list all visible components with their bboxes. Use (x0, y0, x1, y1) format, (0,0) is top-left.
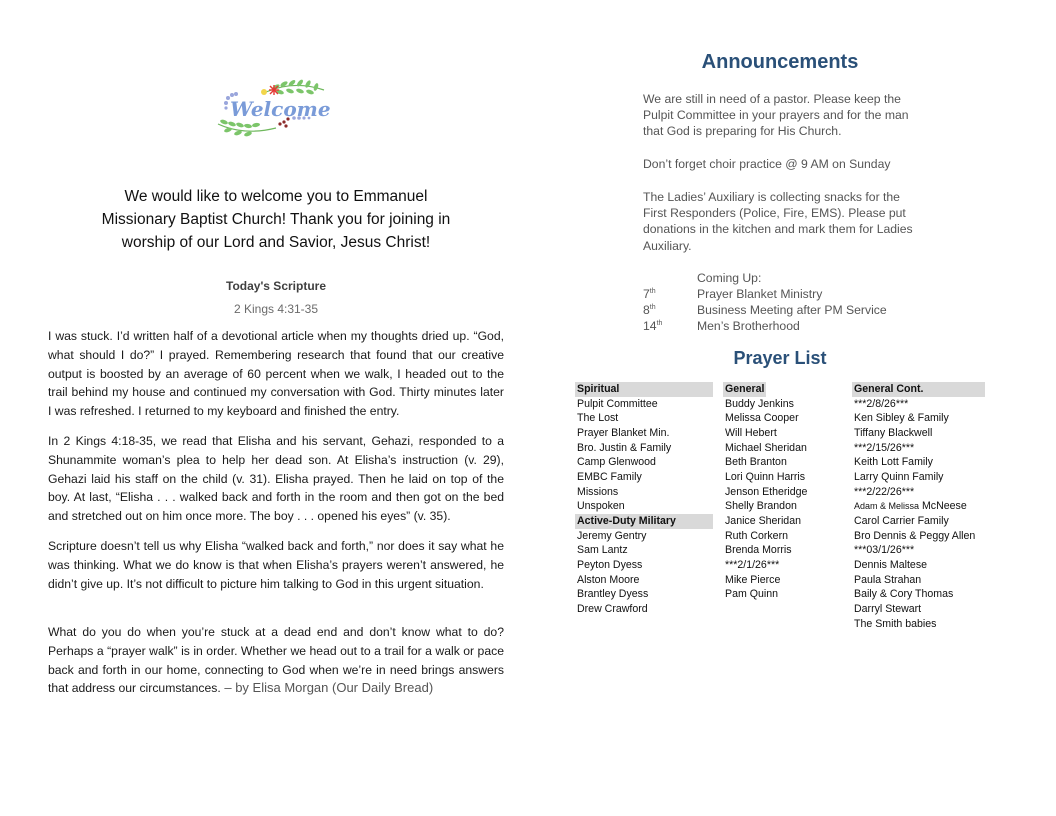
prayer-item: Prayer Blanket Min. (577, 426, 670, 439)
devotional-paragraph-last (48, 623, 504, 698)
scripture-reference: 2 Kings 4:31-35 (233, 302, 319, 316)
prayer-item: The Lost (577, 412, 619, 425)
prayer-item: Buddy Jenkins (725, 397, 794, 410)
event-name: Men’s Brotherhood (697, 319, 800, 333)
prayer-item: Camp Glenwood (577, 456, 656, 469)
welcome-message: We would like to welcome you to Emmanuel Missionary Baptist Church! Thank you for joining in worship of our Lord and Savior, Jesus Christ! (101, 188, 451, 251)
prayer-item: Peyton Dyess (577, 558, 643, 571)
prayer-column-header: General Cont. (852, 382, 985, 397)
prayer-item: Lori Quinn Harris (725, 470, 806, 483)
prayer-item: Bro Dennis & Peggy Allen (854, 529, 976, 542)
prayer-column-general (723, 382, 848, 602)
prayer-column-spiritual (575, 382, 713, 617)
prayer-item: Pulpit Committee (577, 397, 658, 410)
prayer-item: Sam Lantz (577, 544, 628, 557)
prayer-item: Alston Moore (577, 573, 640, 586)
event-date (643, 303, 697, 317)
prayer-item: Brantley Dyess (577, 588, 649, 601)
prayer-item: Beth Branton (725, 456, 787, 469)
prayer-item: Keith Lott Family (854, 456, 933, 469)
announcements-title: Announcements (701, 51, 859, 73)
prayer-item: Carol Carrier Family (854, 514, 949, 527)
prayer-item: Larry Quinn Family (854, 470, 944, 483)
prayer-item: Drew Crawford (577, 602, 648, 615)
event-day-suffix: th (649, 287, 656, 295)
prayer-item: Will Hebert (725, 426, 777, 439)
devotional-byline: – by Elisa Morgan (Our Daily Bread) (220, 680, 434, 696)
welcome-logo-graphic (214, 78, 330, 140)
announcement-item: Don’t forget choir practice @ 9 AM on Sunday (643, 157, 891, 171)
devotional-paragraph: In 2 Kings 4:18-35, we read that Elisha and his servant, Gehazi, responded to a Shunammite woman’s plea to help her dead son. At Elisha’s instruction (v. 29), Gehazi laid his staff on the child (v. 31). Elisha prayed. Then he laid on top of the boy. At last, “Elisha . . . walked back and forth in the room and then got on the bed and stretched out on him once more. The boy . . . opened his eyes” (v. 35). (48, 434, 504, 524)
prayer-item: Michael Sheridan (725, 441, 807, 454)
devotional-paragraph: Scripture doesn’t tell us why Elisha “walked back and forth,” nor does it say what he was thinking. What we do know is that when Elisha’s prayers weren’t answered, he didn’t give up. It’s not difficult to picture him talking to God in this urgent situation. (48, 539, 504, 591)
prayer-item: Melissa Cooper (725, 412, 799, 425)
coming-up-label: Coming Up: (697, 271, 762, 285)
event-item (643, 319, 800, 335)
announcement-item: We are still in need of a pastor. Please keep the Pulpit Committee in your prayers and for the man that God is preparing for His Church. (643, 92, 909, 139)
prayer-item: The Smith babies (854, 617, 937, 630)
prayer-item-part: Adam & Melissa (854, 501, 920, 512)
prayer-column-header: Spiritual (575, 382, 713, 397)
prayer-item: Jeremy Gentry (577, 529, 647, 542)
event-item (643, 303, 887, 319)
prayer-column-general-cont (852, 382, 985, 631)
event-day-suffix: th (649, 303, 656, 311)
prayer-item (852, 499, 985, 514)
prayer-item: Jenson Etheridge (725, 485, 808, 498)
prayer-list-title: Prayer List (733, 348, 827, 368)
event-name: Business Meeting after PM Service (697, 303, 887, 317)
event-name: Prayer Blanket Ministry (697, 287, 823, 301)
leaf-branch-icon (218, 119, 276, 137)
prayer-item: Janice Sheridan (725, 514, 801, 527)
announcement-item: The Ladies’ Auxiliary is collecting snacks for the First Responders (Police, Fire, EMS). Please put donations in the kitchen and mark them for Ladies Auxiliary. (643, 190, 913, 253)
event-item (643, 287, 822, 303)
prayer-item: Shelly Brandon (725, 500, 797, 513)
prayer-date-marker: ***03/1/26*** (854, 544, 915, 557)
prayer-column-header: Active-Duty Military (575, 514, 713, 529)
prayer-date-marker: ***2/1/26*** (725, 558, 780, 571)
prayer-item: Pam Quinn (725, 588, 778, 601)
prayer-item: Missions (577, 485, 619, 498)
prayer-item: Tiffany Blackwell (854, 426, 933, 439)
prayer-item: Brenda Morris (725, 544, 792, 557)
prayer-item: EMBC Family (577, 470, 642, 483)
prayer-date-marker: ***2/15/26*** (854, 441, 915, 454)
welcome-logo (214, 78, 330, 140)
welcome-logo-text: Welcome (230, 97, 330, 121)
prayer-date-marker: ***2/8/26*** (854, 397, 909, 410)
event-date (643, 287, 697, 301)
leaf-branch-icon (266, 79, 324, 96)
prayer-column-header: General (725, 383, 765, 395)
event-day: 14 (643, 319, 657, 333)
prayer-item: Baily & Cory Thomas (854, 588, 954, 601)
event-day: 7 (643, 287, 650, 301)
prayer-item: Ken Sibley & Family (854, 412, 949, 425)
prayer-item: Darryl Stewart (854, 602, 922, 615)
devotional-text: What do you do when you’re stuck at a dead end and don’t know what to do? Perhaps a “prayer walk” is in order. Whether we head out to a trail for a walk or pace back and forth in our home, connecting to God when we’re in need brings answers that address our circumstances. (48, 625, 504, 696)
event-day: 8 (643, 303, 650, 317)
prayer-item-part: McNeese (919, 500, 967, 513)
prayer-item: Bro. Justin & Family (577, 441, 672, 454)
prayer-item: Ruth Corkern (725, 529, 788, 542)
event-day-suffix: th (656, 319, 663, 327)
prayer-date-marker: ***2/22/26*** (854, 485, 915, 498)
scripture-title: Today's Scripture (226, 279, 326, 293)
prayer-item: Dennis Maltese (854, 558, 928, 571)
prayer-item: Mike Pierce (725, 573, 781, 586)
devotional-paragraph: I was stuck. I’d written half of a devotional article when my thoughts dried up. “God, what should I do?” I prayed. Remembering research that found that our creative output is boosted by an average of 60 percent when we walk, I headed out to the trail behind my house and continued my conversation with God. Thirty minutes later I was refreshed. I returned to my keyboard and finished the entry. (48, 329, 504, 419)
event-date (643, 319, 697, 333)
prayer-item: Unspoken (577, 500, 625, 513)
prayer-item: Paula Strahan (854, 573, 922, 586)
